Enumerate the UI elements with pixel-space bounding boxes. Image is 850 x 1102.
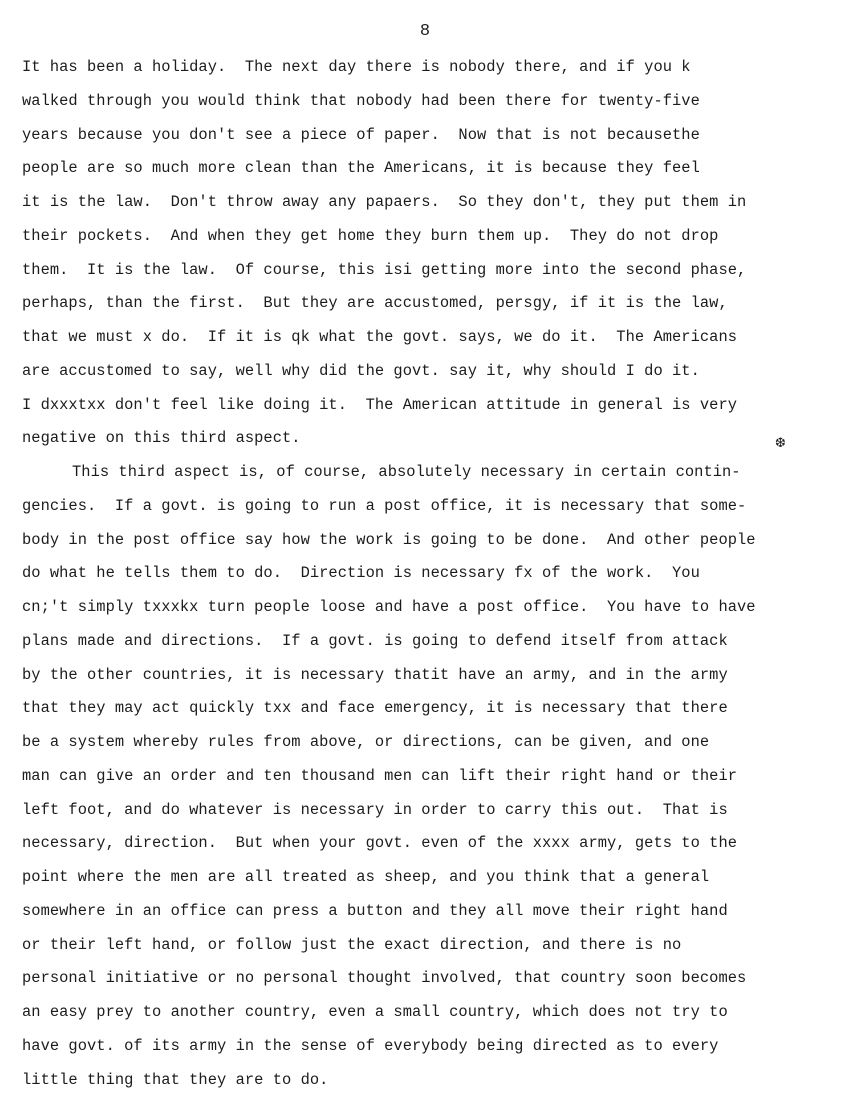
text-line: cn;'t simply txxxkx turn people loose and have a post office. You have to have bbox=[22, 598, 756, 616]
text-line: It has been a holiday. The next day there is nobody there, and if you k bbox=[22, 58, 691, 76]
text-line: little thing that they are to do. bbox=[22, 1070, 329, 1089]
text-line: be a system whereby rules from above, or directions, can be given, and one bbox=[22, 733, 710, 751]
text-line: point where the men are all treated as sheep, and you think that a general bbox=[22, 868, 710, 886]
text-line: body in the post office say how the work is going to be done. And other people bbox=[22, 530, 756, 549]
text-line: gencies. If a govt. is going to run a post office, it is necessary that some- bbox=[22, 496, 747, 515]
text-line: man can give an order and ten thousand men can lift their right hand or their bbox=[22, 766, 738, 785]
text-line: have govt. of its army in the sense of everybody being directed as to every bbox=[22, 1036, 719, 1055]
text-line: them. It is the law. Of course, this isi getting more into the second phase, bbox=[22, 260, 747, 279]
text-line: This third aspect is, of course, absolutely necessary in certain contin- bbox=[72, 463, 741, 481]
text-line: walked through you would think that nobody had been there for twenty-five bbox=[22, 91, 700, 110]
text-line: perhaps, than the first. But they are accustomed, persgy, if it is the law, bbox=[22, 294, 728, 313]
text-line: do what he tells them to do. Direction is necessary fx of the work. You bbox=[22, 564, 700, 583]
text-line: plans made and directions. If a govt. is going to defend itself from attack bbox=[22, 631, 728, 650]
text-line: that we must x do. If it is qk what the govt. says, we do it. The Americans bbox=[22, 328, 738, 346]
text-line: left foot, and do whatever is necessary in order to carry this out. That is bbox=[22, 800, 728, 819]
text-line: years because you don't see a piece of paper. Now that is not becausethe bbox=[22, 125, 700, 144]
text-line: it is the law. Don't throw away any papaers. So they don't, they put them in bbox=[22, 193, 747, 211]
text-line: somewhere in an office can press a button and they all move their right hand bbox=[22, 901, 728, 920]
body-text bbox=[22, 55, 842, 1101]
text-line: personal initiative or no personal thought involved, that country soon becomes bbox=[22, 969, 747, 988]
text-line: people are so much more clean than the Americans, it is because they feel bbox=[22, 159, 700, 178]
text-line: necessary, direction. But when your govt. even of the xxxx army, gets to the bbox=[22, 834, 738, 853]
text-line: I dxxxtxx don't feel like doing it. The American attitude in general is very bbox=[22, 395, 738, 414]
text-line: an easy prey to another country, even a small country, which does not try to bbox=[22, 1003, 728, 1021]
text-line: their pockets. And when they get home they burn them up. They do not drop bbox=[22, 226, 719, 245]
page-number: 8 bbox=[419, 22, 431, 41]
text-line: by the other countries, it is necessary thatit have an army, and in the army bbox=[22, 665, 728, 684]
text-line: or their left hand, or follow just the exact direction, and there is no bbox=[22, 935, 682, 954]
text-line: that they may act quickly txx and face emergency, it is necessary that there bbox=[22, 699, 728, 718]
text-line: negative on this third aspect. bbox=[22, 429, 301, 448]
text-line: are accustomed to say, well why did the govt. say it, why should I do it. bbox=[22, 361, 700, 380]
ink-mark: ❆ bbox=[775, 436, 786, 451]
